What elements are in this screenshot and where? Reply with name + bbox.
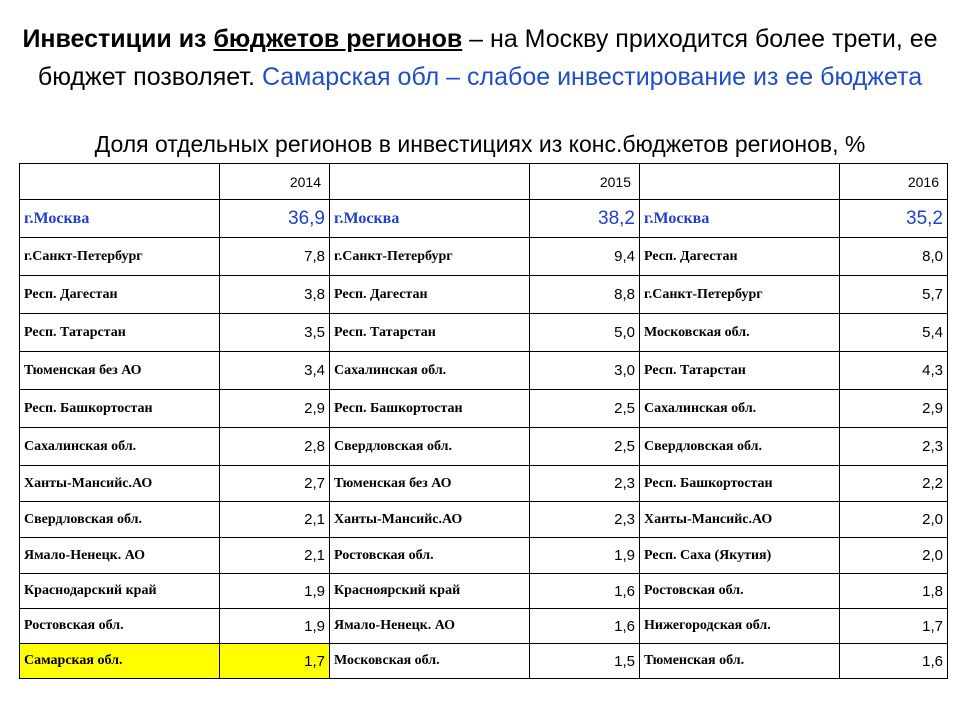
region-name-cell: Ямало-Ненецк. АО	[330, 609, 530, 644]
region-name-cell: г.Санкт-Петербург	[330, 238, 530, 276]
region-name-cell: г.Санкт-Петербург	[20, 238, 220, 276]
region-name-cell: Нижегородская обл.	[640, 609, 840, 644]
region-name-cell: Ханты-Мансийс.АО	[640, 502, 840, 538]
title-part-3: – на Москву приходится более трети, ее бюджет позволяет.	[37, 25, 938, 91]
slide-title	[0, 20, 960, 96]
table-row	[20, 428, 948, 466]
share-value-cell: 2,5	[530, 428, 640, 466]
region-name-cell: Ростовская обл.	[640, 574, 840, 609]
table-row	[20, 538, 948, 574]
share-value-cell: 5,4	[840, 314, 948, 352]
table-row	[20, 238, 948, 276]
share-value-cell: 8,8	[530, 276, 640, 314]
share-value-cell: 1,8	[840, 574, 948, 609]
region-name-cell: Краснодарский край	[20, 574, 220, 609]
share-value-cell: 2,0	[840, 502, 948, 538]
region-name-cell: Свердловская обл.	[330, 428, 530, 466]
region-name-cell: Ханты-Мансийс.АО	[20, 466, 220, 502]
share-value-cell: 5,0	[530, 314, 640, 352]
share-value-cell: 2,9	[840, 390, 948, 428]
share-value-cell: 1,9	[220, 574, 330, 609]
share-value-cell: 1,6	[840, 644, 948, 679]
region-name-cell: г.Москва	[640, 200, 840, 238]
share-value-cell: 2,3	[840, 428, 948, 466]
region-name-cell: Респ. Дагестан	[640, 238, 840, 276]
share-value-cell: 7,8	[220, 238, 330, 276]
share-value-cell: 2,2	[840, 466, 948, 502]
regions-investment-table	[19, 163, 948, 679]
region-name-cell: Респ. Башкортостан	[330, 390, 530, 428]
share-value-cell: 1,7	[840, 609, 948, 644]
region-name-cell: Респ. Саха (Якутия)	[640, 538, 840, 574]
share-value-cell: 3,4	[220, 352, 330, 390]
table-row	[20, 276, 948, 314]
table-row	[20, 352, 948, 390]
table-row	[20, 644, 948, 679]
share-value-cell: 2,3	[530, 466, 640, 502]
share-value-cell: 2,1	[220, 502, 330, 538]
table-row	[20, 574, 948, 609]
region-name-cell: Тюменская без АО	[330, 466, 530, 502]
region-name-cell: Тюменская без АО	[20, 352, 220, 390]
region-name-cell: г.Москва	[20, 200, 220, 238]
region-name-cell: Ростовская обл.	[20, 609, 220, 644]
table-row	[20, 502, 948, 538]
table-body	[20, 164, 948, 679]
share-value-cell: 1,9	[220, 609, 330, 644]
region-name-cell: Респ. Башкортостан	[640, 466, 840, 502]
region-name-cell: Тюменская обл.	[640, 644, 840, 679]
share-value-cell: 3,0	[530, 352, 640, 390]
header-year-2014: 2014	[220, 164, 330, 200]
share-value-cell: 1,6	[530, 574, 640, 609]
share-value-cell: 2,3	[530, 502, 640, 538]
title-part-2-underlined: бюджетов регионов	[213, 25, 463, 53]
region-name-cell: Ямало-Ненецк. АО	[20, 538, 220, 574]
share-value-cell: 2,8	[220, 428, 330, 466]
share-value-cell: 5,7	[840, 276, 948, 314]
region-name-cell: Московская обл.	[330, 644, 530, 679]
share-value-cell: 2,9	[220, 390, 330, 428]
table-row	[20, 466, 948, 502]
region-name-cell: Свердловская обл.	[20, 502, 220, 538]
region-name-cell: Красноярский край	[330, 574, 530, 609]
region-name-cell: г.Санкт-Петербург	[640, 276, 840, 314]
region-name-cell: Респ. Татарстан	[640, 352, 840, 390]
share-value-cell: 1,6	[530, 609, 640, 644]
highlighted-region-name-cell: Самарская обл.	[20, 644, 220, 679]
share-value-cell: 1,9	[530, 538, 640, 574]
header-empty-cell	[330, 164, 530, 200]
table-row	[20, 314, 948, 352]
title-part-1: Инвестиции из	[22, 25, 214, 53]
region-name-cell: Московская обл.	[640, 314, 840, 352]
header-year-2015: 2015	[530, 164, 640, 200]
header-year-2016: 2016	[840, 164, 948, 200]
region-name-cell: Респ. Татарстан	[330, 314, 530, 352]
table-row	[20, 390, 948, 428]
share-value-cell: 3,5	[220, 314, 330, 352]
region-name-cell: Респ. Башкортостан	[20, 390, 220, 428]
region-name-cell: г.Москва	[330, 200, 530, 238]
region-name-cell: Респ. Дагестан	[330, 276, 530, 314]
region-name-cell: Респ. Татарстан	[20, 314, 220, 352]
region-name-cell: Сахалинская обл.	[330, 352, 530, 390]
table-header-row	[20, 164, 948, 200]
share-value-cell: 2,1	[220, 538, 330, 574]
header-empty-cell	[640, 164, 840, 200]
share-value-cell: 9,4	[530, 238, 640, 276]
table-subtitle: Доля отдельных регионов в инвестициях из конс.бюджетов регионов, %	[94, 131, 866, 157]
table-row	[20, 200, 948, 238]
share-value-cell: 4,3	[840, 352, 948, 390]
share-value-cell: 36,9	[220, 200, 330, 238]
share-value-cell: 2,7	[220, 466, 330, 502]
share-value-cell: 2,0	[840, 538, 948, 574]
region-name-cell: Ростовская обл.	[330, 538, 530, 574]
highlighted-share-value-cell: 1,7	[220, 644, 330, 679]
region-name-cell: Сахалинская обл.	[20, 428, 220, 466]
share-value-cell: 3,8	[220, 276, 330, 314]
share-value-cell: 38,2	[530, 200, 640, 238]
share-value-cell: 35,2	[840, 200, 948, 238]
table-row	[20, 609, 948, 644]
region-name-cell: Свердловская обл.	[640, 428, 840, 466]
share-value-cell: 8,0	[840, 238, 948, 276]
header-empty-cell	[20, 164, 220, 200]
region-name-cell: Ханты-Мансийс.АО	[330, 502, 530, 538]
title-part-4-highlight: Самарская обл – слабое инвестирование из ее бюджета	[261, 63, 923, 91]
share-value-cell: 2,5	[530, 390, 640, 428]
region-name-cell: Респ. Дагестан	[20, 276, 220, 314]
share-value-cell: 1,5	[530, 644, 640, 679]
region-name-cell: Сахалинская обл.	[640, 390, 840, 428]
